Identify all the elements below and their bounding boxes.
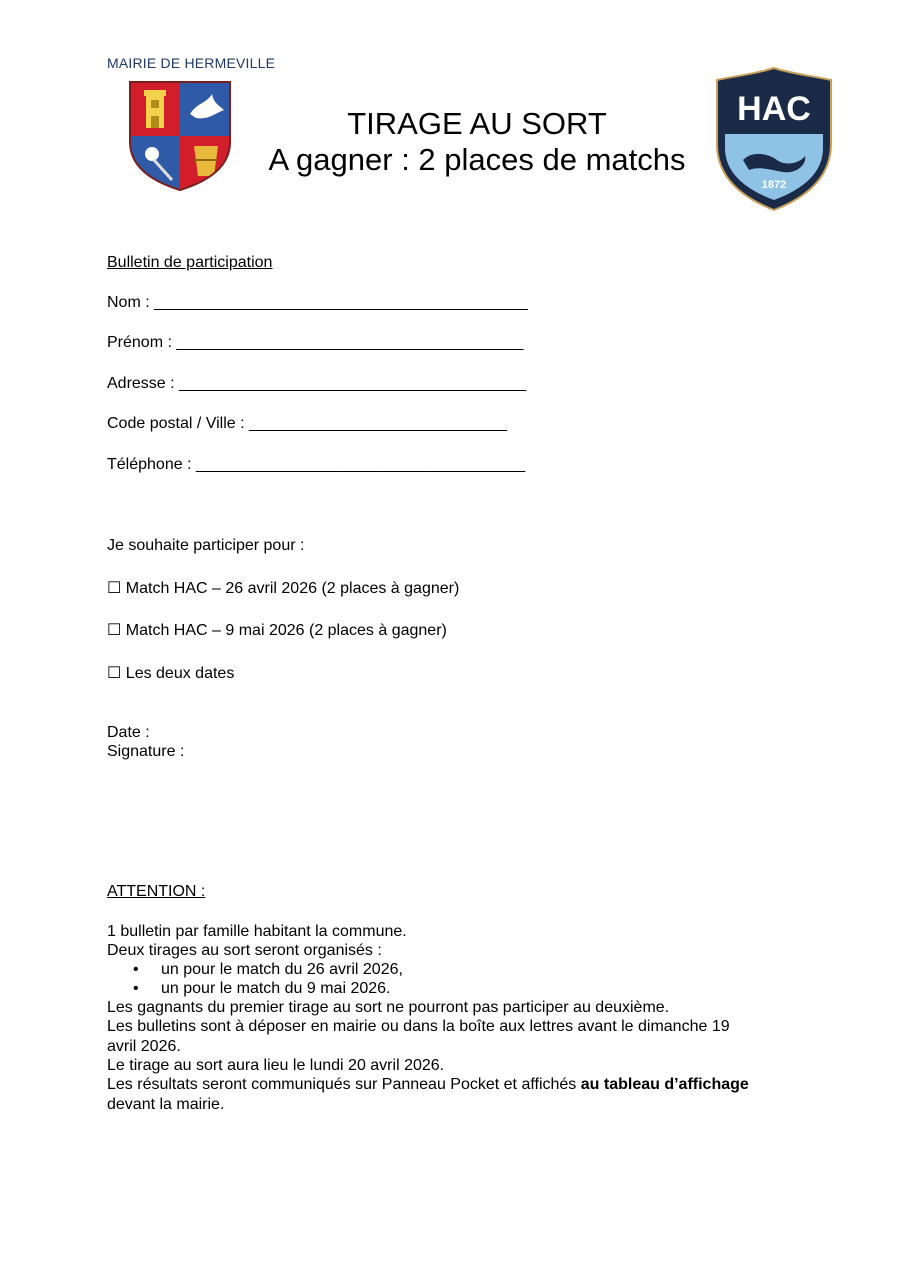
list-item: [133, 961, 403, 979]
title-line-2: A gagner : 2 places de matchs: [268, 142, 686, 177]
attention-line-7: devant la mairie.: [107, 1096, 225, 1113]
attention-line-4a: Les bulletins sont à déposer en mairie ou dans la boîte aux lettres avant le dimanche 19: [107, 1018, 730, 1035]
bullet-dot: •: [133, 961, 139, 978]
attention-line-3: Les gagnants du premier tirage au sort ne pourront pas participer au deuxième.: [107, 999, 670, 1016]
hac-logo-year: 1872: [761, 179, 787, 191]
option-checkbox-26-avril[interactable]: ☐ Match HAC – 26 avril 2026 (2 places à gagner): [107, 580, 460, 597]
field-adresse[interactable]: Adresse : _______________________________________: [107, 375, 527, 392]
attention-line-6: [107, 1076, 749, 1094]
form-heading: Bulletin de participation: [107, 254, 273, 271]
field-prenom[interactable]: Prénom : _______________________________________: [107, 334, 524, 351]
list-item: [133, 980, 390, 998]
field-code-postal-ville[interactable]: Code postal / Ville : _____________________________: [107, 415, 508, 432]
attention-heading: ATTENTION :: [107, 883, 206, 900]
signature-label: Signature :: [107, 743, 185, 760]
attention-line-4b: avril 2026.: [107, 1038, 181, 1055]
bullet-text: un pour le match du 9 mai 2026.: [161, 980, 391, 997]
page-title: [232, 106, 722, 178]
title-line-1: TIRAGE AU SORT: [347, 106, 607, 141]
bullet-dot: •: [133, 980, 139, 997]
attention-line-5: Le tirage au sort aura lieu le lundi 20 avril 2026.: [107, 1057, 445, 1074]
town-coat-of-arms-icon: [128, 80, 232, 192]
bullet-text: un pour le match du 26 avril 2026,: [161, 961, 403, 978]
attention-line-2: Deux tirages au sort seront organisés :: [107, 942, 382, 959]
date-label: Date :: [107, 724, 150, 741]
participate-label: Je souhaite participer pour :: [107, 537, 305, 554]
attention-line-6-bold: au tableau d’affichage: [580, 1076, 749, 1093]
option-checkbox-deux-dates[interactable]: ☐ Les deux dates: [107, 665, 235, 682]
mairie-label: MAIRIE DE HERMEVILLE: [107, 55, 276, 71]
field-nom[interactable]: Nom : __________________________________________: [107, 294, 528, 311]
option-checkbox-9-mai[interactable]: ☐ Match HAC – 9 mai 2026 (2 places à gagner): [107, 622, 447, 639]
hac-logo-text: HAC: [737, 90, 811, 128]
attention-line-6-text: Les résultats seront communiqués sur Panneau Pocket et affichés: [107, 1076, 581, 1093]
hac-club-logo-icon: [713, 66, 835, 212]
field-telephone[interactable]: Téléphone : _____________________________________: [107, 456, 526, 473]
attention-line-1: 1 bulletin par famille habitant la commune.: [107, 923, 407, 940]
